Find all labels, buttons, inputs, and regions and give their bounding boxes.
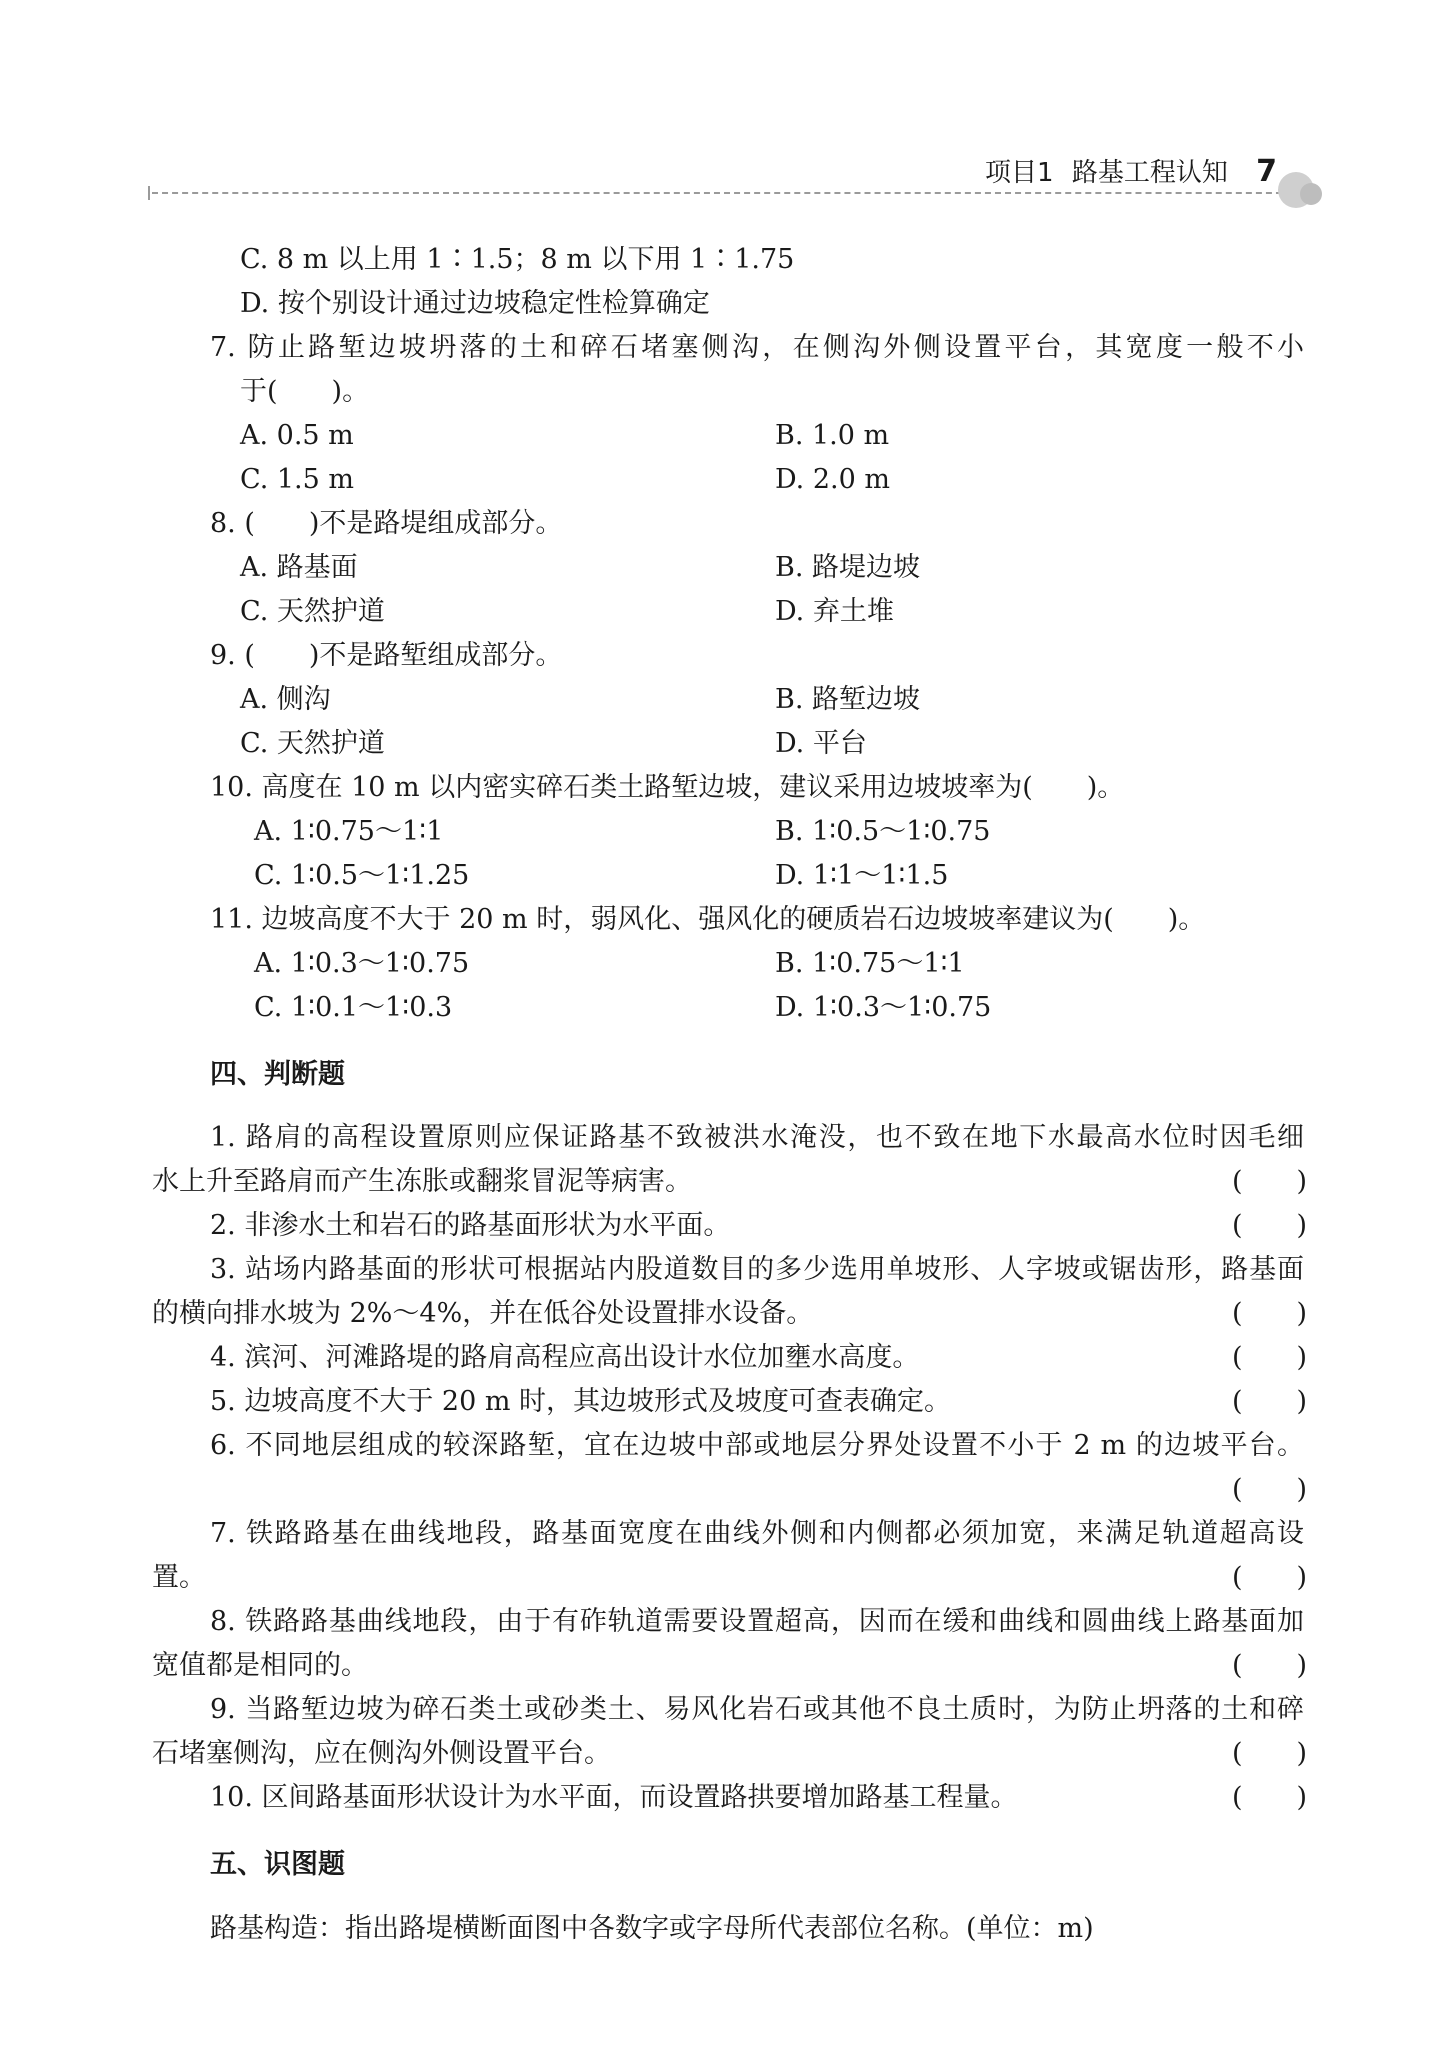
answer-blank: ( )	[1232, 1562, 1308, 1593]
header-rule	[152, 192, 1292, 194]
q11-stem: 11. 边坡高度不大于 20 m 时，弱风化、强风化的硬质岩石边坡坡率建议为( )。	[210, 904, 1206, 935]
q7-option-b: B. 1.0 m	[775, 420, 890, 451]
q9-option-c: C. 天然护道	[240, 728, 385, 759]
judge-3-line2: 的横向排水坡为 2%～4%，并在低谷处设置排水设备。	[152, 1298, 814, 1329]
q8-option-b: B. 路堤边坡	[775, 552, 921, 583]
q9-stem: 9. ( )不是路堑组成部分。	[210, 640, 563, 671]
q6-option-d: D. 按个别设计通过边坡稳定性检算确定	[240, 288, 710, 319]
q10-option-c: C. 1∶0.5～1∶1.25	[254, 860, 470, 891]
judge-8-line1: 8. 铁路路基曲线地段，由于有砟轨道需要设置超高，因而在缓和曲线和圆曲线上路基面加	[210, 1606, 1304, 1637]
answer-blank: ( )	[1232, 1166, 1308, 1197]
answer-blank: ( )	[1232, 1386, 1308, 1417]
running-header	[985, 152, 1295, 192]
q10-option-b: B. 1∶0.5～1∶0.75	[775, 816, 991, 847]
judge-7-line2: 置。	[152, 1562, 206, 1593]
q9-option-a: A. 侧沟	[240, 684, 331, 715]
section-heading-figure: 五、识图题	[210, 1849, 345, 1880]
q10-option-a: A. 1∶0.75～1∶1	[254, 816, 444, 847]
judge-9-line1: 9. 当路堑边坡为碎石类土或砂类土、易风化岩石或其他不良土质时，为防止坍落的土和碎	[210, 1694, 1304, 1725]
q11-option-d: D. 1∶0.3～1∶0.75	[775, 992, 992, 1023]
answer-blank: ( )	[1232, 1210, 1308, 1241]
q7-stem-line1: 7. 防止路堑边坡坍落的土和碎石堵塞侧沟，在侧沟外侧设置平台，其宽度一般不小	[210, 332, 1304, 363]
q8-option-d: D. 弃土堆	[775, 596, 894, 627]
q8-stem: 8. ( )不是路堤组成部分。	[210, 508, 563, 539]
answer-blank: ( )	[1232, 1474, 1308, 1505]
q11-option-c: C. 1∶0.1～1∶0.3	[254, 992, 453, 1023]
header-decor-circle-small	[1300, 183, 1322, 205]
judge-2: 2. 非渗水土和岩石的路基面形状为水平面。	[210, 1210, 731, 1241]
judge-8-line2: 宽值都是相同的。	[152, 1650, 368, 1681]
q9-option-b: B. 路堑边坡	[775, 684, 921, 715]
q7-stem-line2: 于( )。	[240, 376, 370, 407]
q10-option-d: D. 1∶1～1∶1.5	[775, 860, 949, 891]
judge-1-line2: 水上升至路肩而产生冻胀或翻浆冒泥等病害。	[152, 1166, 692, 1197]
judge-3-line1: 3. 站场内路基面的形状可根据站内股道数目的多少选用单坡形、人字坡或锯齿形，路基面	[210, 1254, 1304, 1285]
judge-5: 5. 边坡高度不大于 20 m 时，其边坡形式及坡度可查表确定。	[210, 1386, 952, 1417]
answer-blank: ( )	[1232, 1738, 1308, 1769]
q8-option-a: A. 路基面	[240, 552, 358, 583]
answer-blank: ( )	[1232, 1650, 1308, 1681]
answer-blank: ( )	[1232, 1782, 1308, 1813]
judge-9-line2: 石堵塞侧沟，应在侧沟外侧设置平台。	[152, 1738, 611, 1769]
q6-option-c: C. 8 m 以上用 1∶1.5；8 m 以下用 1∶1.75	[240, 244, 795, 275]
judge-6: 6. 不同地层组成的较深路堑，宜在边坡中部或地层分界处设置不小于 2 m 的边坡平台。	[210, 1430, 1304, 1461]
q9-option-d: D. 平台	[775, 728, 867, 759]
q7-option-d: D. 2.0 m	[775, 464, 890, 495]
answer-blank: ( )	[1232, 1342, 1308, 1373]
q8-option-c: C. 天然护道	[240, 596, 385, 627]
header-title: 路基工程认知	[1071, 158, 1228, 188]
answer-blank: ( )	[1232, 1298, 1308, 1329]
q7-option-c: C. 1.5 m	[240, 464, 354, 495]
judge-10: 10. 区间路基面形状设计为水平面，而设置路拱要增加路基工程量。	[210, 1782, 1018, 1813]
page-number: 7	[1256, 154, 1277, 189]
figure-task: 路基构造：指出路堤横断面图中各数字或字母所代表部位名称。(单位：m)	[210, 1913, 1094, 1944]
q10-stem: 10. 高度在 10 m 以内密实碎石类土路堑边坡，建议采用边坡坡率为( )。	[210, 772, 1125, 803]
judge-1-line1: 1. 路肩的高程设置原则应保证路基不致被洪水淹没，也不致在地下水最高水位时因毛细	[210, 1122, 1304, 1153]
q11-option-b: B. 1∶0.75～1∶1	[775, 948, 965, 979]
q11-option-a: A. 1∶0.3～1∶0.75	[254, 948, 470, 979]
judge-4: 4. 滨河、河滩路堤的路肩高程应高出设计水位加壅水高度。	[210, 1342, 920, 1373]
header-project: 项目1	[985, 158, 1054, 188]
judge-7-line1: 7. 铁路路基在曲线地段，路基面宽度在曲线外侧和内侧都必须加宽，来满足轨道超高设	[210, 1518, 1304, 1549]
section-heading-judgement: 四、判断题	[210, 1059, 345, 1090]
q7-option-a: A. 0.5 m	[240, 420, 354, 451]
